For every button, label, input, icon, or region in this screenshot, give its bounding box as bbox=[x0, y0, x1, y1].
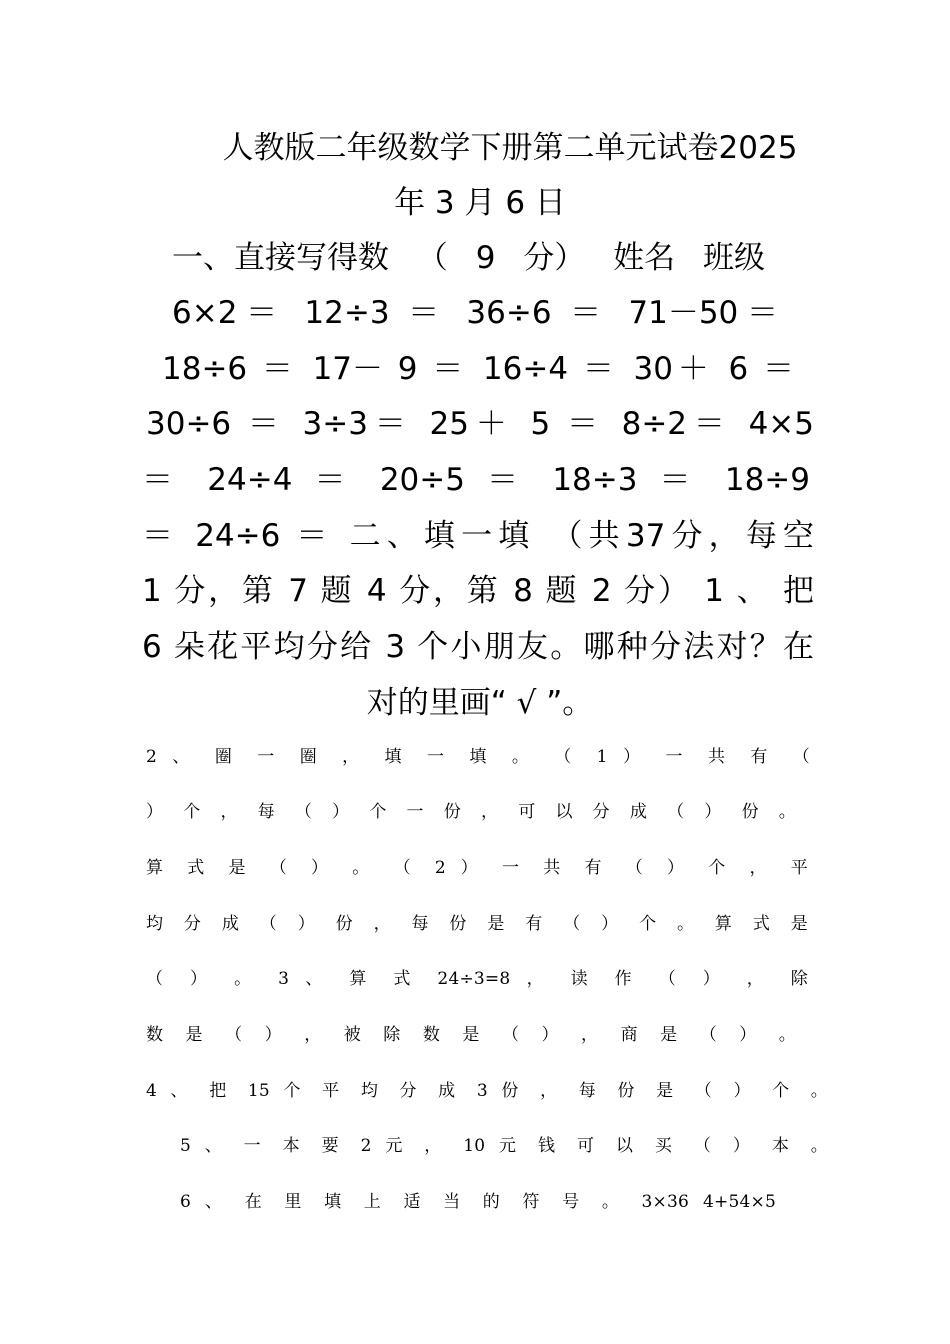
title-line-2: 年 3 月 6 日 bbox=[394, 185, 566, 221]
question-2-line-2: ） 个 ， 每 （ ） 个 一 份 ， 可 以 分 成 （ ） 份 。 bbox=[146, 802, 796, 822]
question-1-text-end: 对的里画“ √ ”。 bbox=[366, 685, 594, 721]
question-5: 5 、 一 本 要 2 元 ， 10 元 钱 可 以 买 （ ） 本 。 bbox=[180, 1136, 828, 1156]
calc-row-2: 18÷6 ＝ 17－ 9 ＝ 16÷4 ＝ 30＋ 6 ＝ bbox=[162, 351, 794, 387]
section-1-heading: 一、直接写得数 （ 9 分） 姓名 班级 bbox=[172, 240, 765, 276]
question-2-line-3: 算 式 是 （ ） 。 （ 2 ） 一 共 有 （ ） 个 ， 平 bbox=[146, 858, 808, 878]
question-3-line-1: （ ） 。 3 、 算 式 24÷3=8 ， 读 作 （ ） ， 除 bbox=[146, 969, 808, 989]
calc-row-4: ＝ 24÷4 ＝ 20÷5 ＝ 18÷3 ＝ 18÷9 bbox=[142, 462, 810, 498]
calc-row-3: 30÷6 ＝ 3÷3＝ 25＋ 5 ＝ 8÷2＝ 4×5 bbox=[146, 406, 814, 442]
question-1-text: 6 朵花平均分给 3 个小朋友。哪种分法对？在 bbox=[142, 629, 814, 665]
section-2-note: 1 分，第 7 题 4 分，第 8 题 2 分） 1 、 把 bbox=[142, 573, 814, 609]
calc-row-5-section-2: ＝ 24÷6 ＝ 二、填一填 （共37分，每空 bbox=[142, 518, 814, 554]
calc-row-1: 6×2＝ 12÷3 ＝ 36÷6 ＝ 71－50＝ bbox=[172, 295, 778, 331]
question-4: 4 、 把 15 个 平 均 分 成 3 份 ， 每 份 是 （ ） 个 。 bbox=[146, 1081, 828, 1101]
question-3-line-2: 数 是 （ ） ， 被 除 数 是 （ ） ， 商 是 （ ） 。 bbox=[146, 1025, 796, 1045]
question-2-line-1: 2 、 圈 一 圈 ， 填 一 填 。 （ 1 ） 一 共 有 （ bbox=[146, 747, 810, 767]
question-2-line-4: 均 分 成 （ ） 份 ， 每 份 是 有 （ ） 个 。 算 式 是 bbox=[146, 914, 808, 934]
question-6: 6 、 在 里 填 上 适 当 的 符 号 。 3×36 4+54×5 bbox=[180, 1192, 776, 1212]
title-line-1: 人教版二年级数学下册第二单元试卷2025 bbox=[222, 130, 798, 166]
